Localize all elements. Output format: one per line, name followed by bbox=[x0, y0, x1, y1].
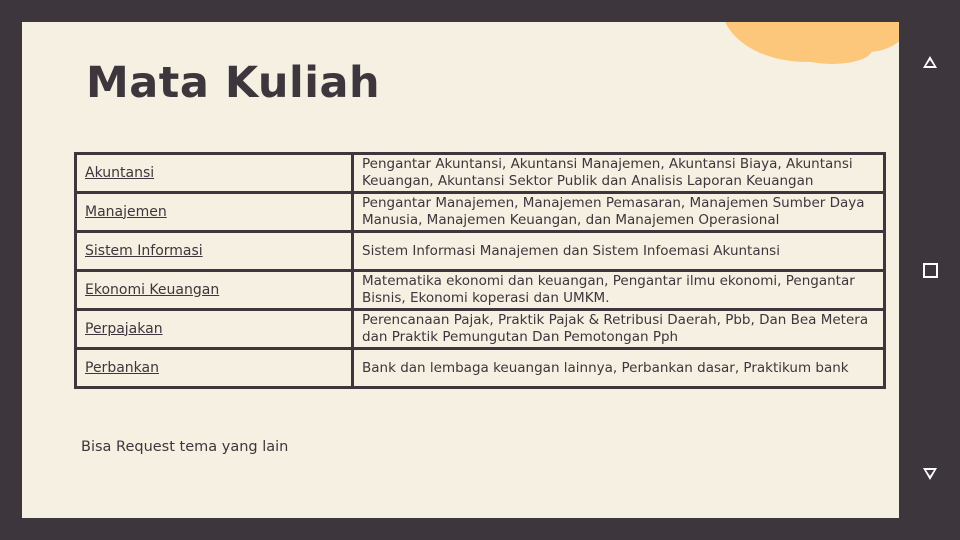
previous-slide-button[interactable] bbox=[918, 50, 942, 74]
table-row bbox=[76, 271, 885, 310]
table-row bbox=[76, 232, 885, 271]
triangle-up-icon bbox=[923, 56, 937, 68]
subject-description: Bank dan lembaga keuangan lainnya, Perbankan dasar, Praktikum bank bbox=[353, 349, 885, 388]
subject-link[interactable]: Perbankan bbox=[76, 349, 353, 388]
footer-note: Bisa Request tema yang lain bbox=[81, 439, 289, 455]
slide-title: Mata Kuliah bbox=[86, 58, 381, 108]
subject-link[interactable]: Perpajakan bbox=[76, 310, 353, 349]
course-table bbox=[74, 152, 886, 389]
table-row bbox=[76, 154, 885, 193]
subject-description: Matematika ekonomi dan keuangan, Pengantar ilmu ekonomi, Pengantar Bisnis, Ekonomi koperasi dan UMKM. bbox=[353, 271, 885, 310]
subject-description: Pengantar Akuntansi, Akuntansi Manajemen, Akuntansi Biaya, Akuntansi Keuangan, Akuntansi Sektor Publik dan Analisis Laporan Keuangan bbox=[353, 154, 885, 193]
slide bbox=[22, 22, 899, 518]
decorative-blob bbox=[792, 36, 872, 64]
subject-description: Sistem Informasi Manajemen dan Sistem Infoemasi Akuntansi bbox=[353, 232, 885, 271]
subject-description: Pengantar Manajemen, Manajemen Pemasaran, Manajemen Sumber Daya Manusia, Manajemen Keuangan, dan Manajemen Operasional bbox=[353, 193, 885, 232]
subject-link[interactable]: Ekonomi Keuangan bbox=[76, 271, 353, 310]
table-row bbox=[76, 193, 885, 232]
subject-description: Perencanaan Pajak, Praktik Pajak & Retribusi Daerah, Pbb, Dan Bea Metera dan Praktik Pemungutan Dan Pemotongan Pph bbox=[353, 310, 885, 349]
subject-link[interactable]: Sistem Informasi bbox=[76, 232, 353, 271]
table-row bbox=[76, 349, 885, 388]
stop-button[interactable] bbox=[918, 258, 942, 282]
subject-link[interactable]: Akuntansi bbox=[76, 154, 353, 193]
table-row bbox=[76, 310, 885, 349]
next-slide-button[interactable] bbox=[918, 462, 942, 486]
triangle-down-icon bbox=[923, 468, 937, 480]
square-icon bbox=[923, 263, 938, 278]
subject-link[interactable]: Manajemen bbox=[76, 193, 353, 232]
